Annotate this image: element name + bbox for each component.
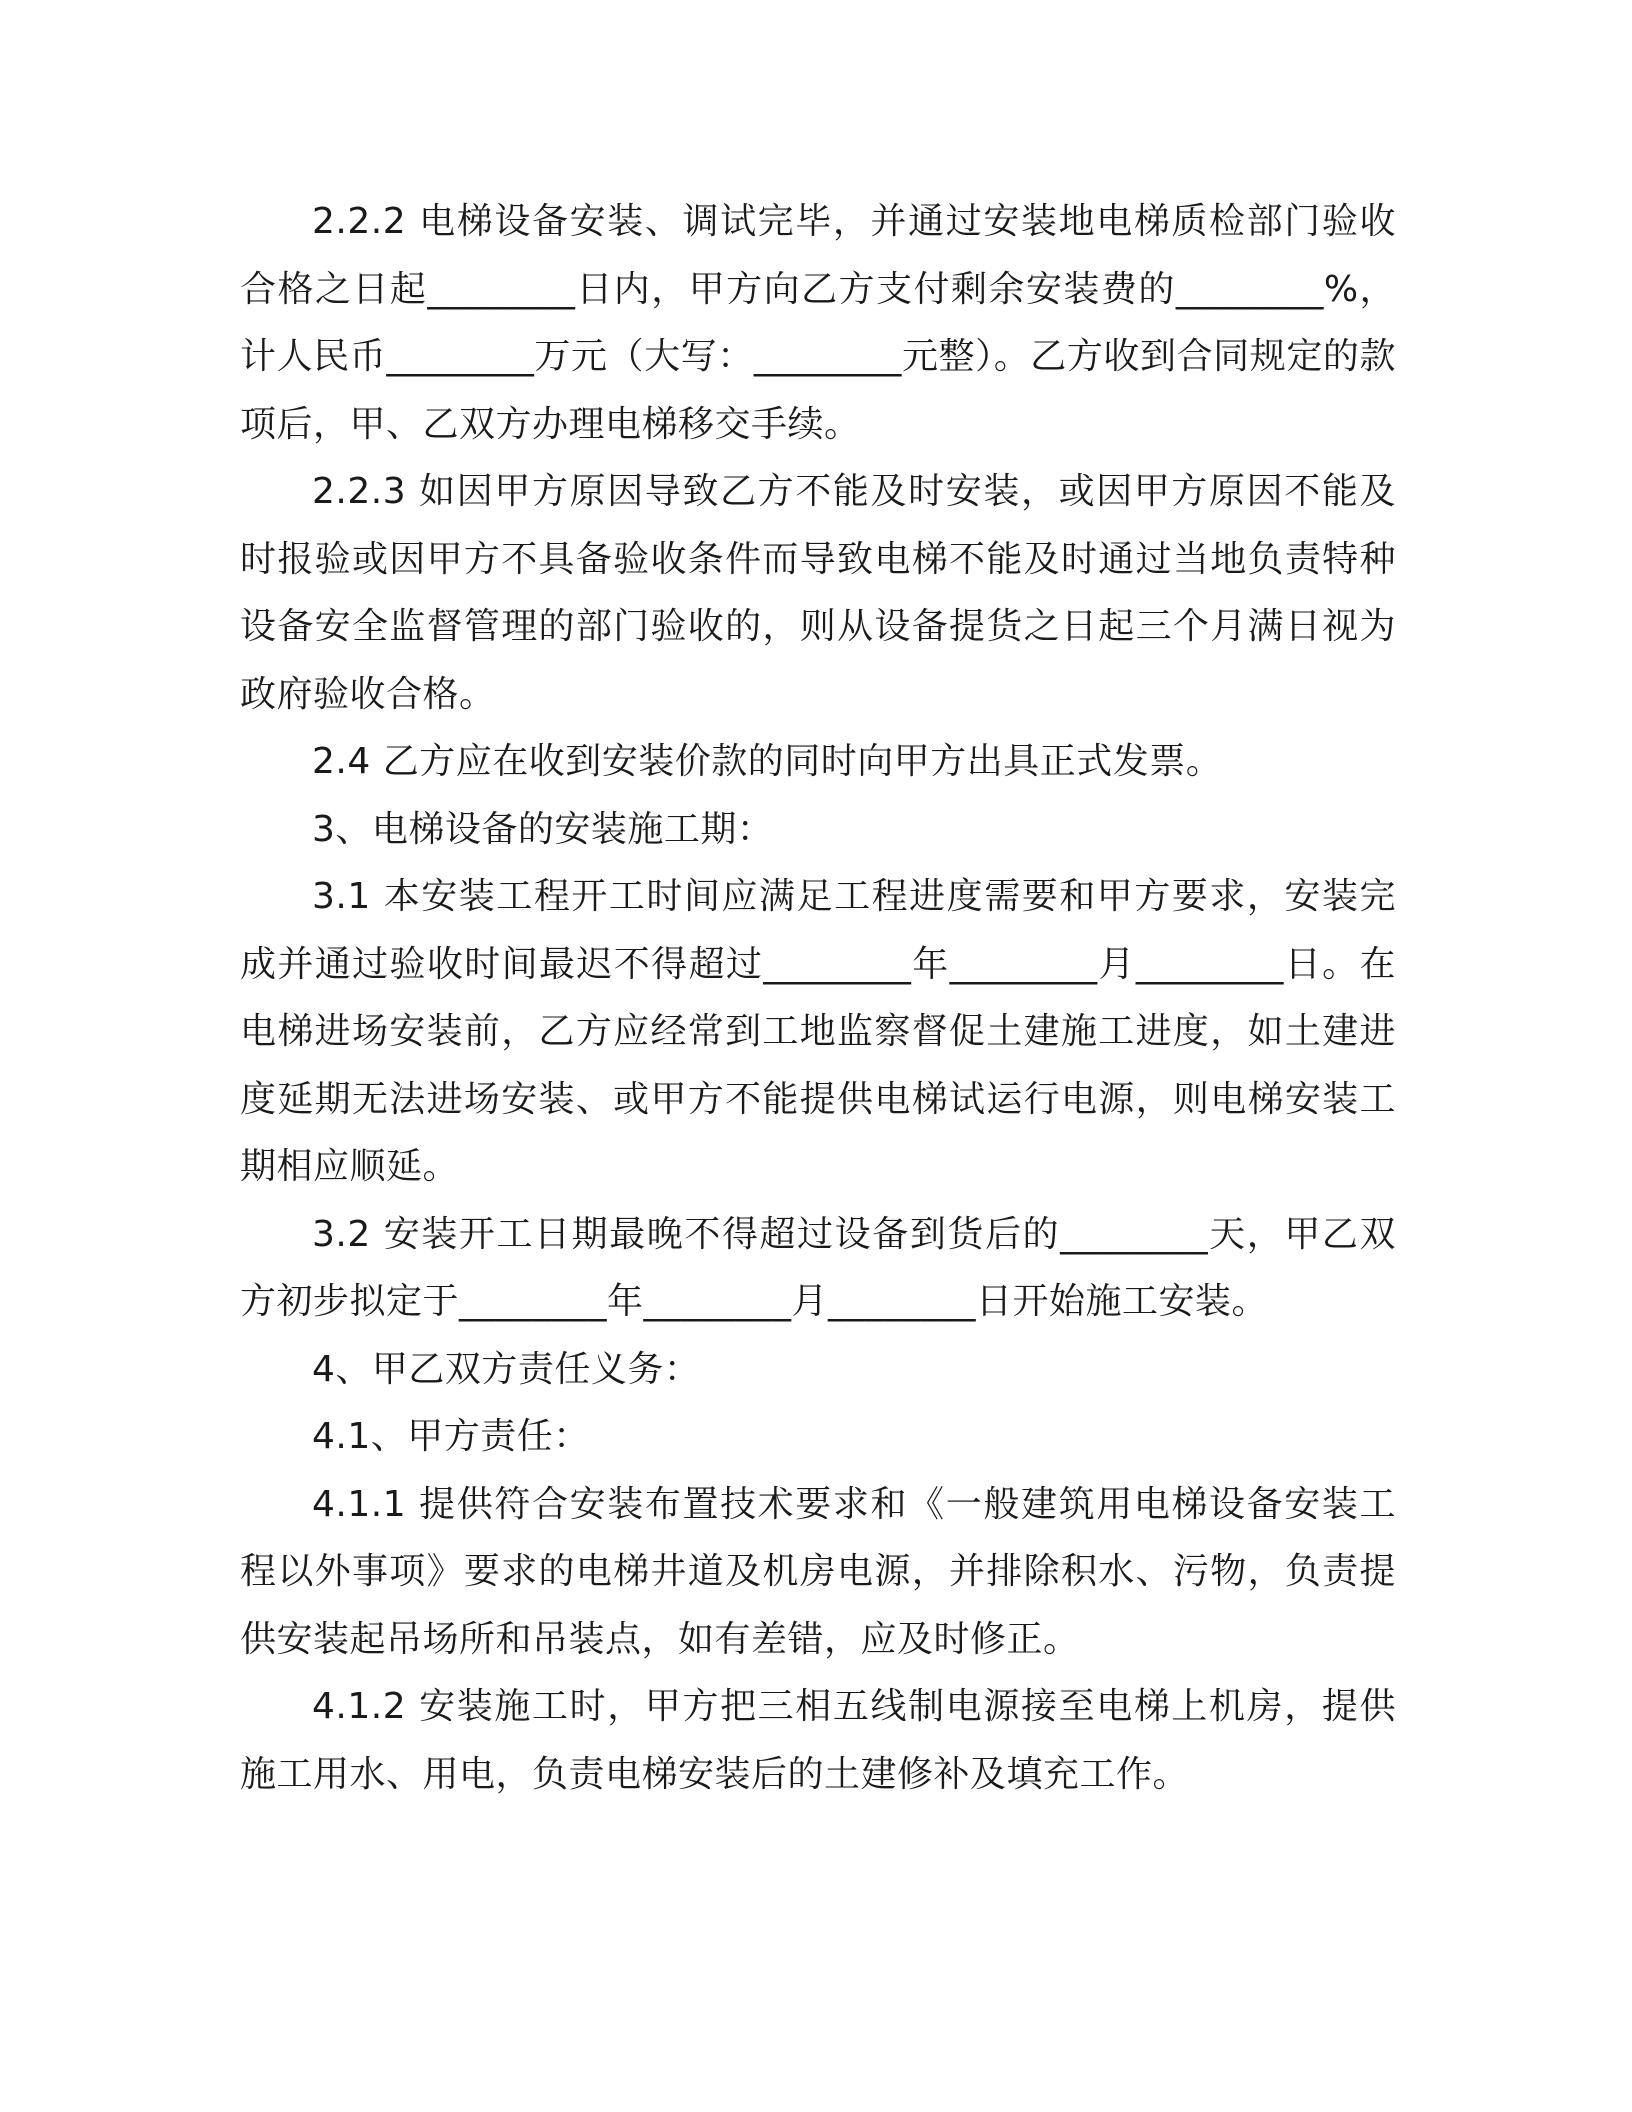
paragraph-3-2: 3.2 安装开工日期最晚不得超过设备到货后的________天，甲乙双方初步拟定于________年________月________日开始施工安装。 — [240, 1213, 1396, 1322]
heading-3-installation-period: 3、电梯设备的安装施工期： — [312, 808, 774, 850]
paragraph-2-2-3: 2.2.3 如因甲方原因导致乙方不能及时安装，或因甲方原因不能及时报验或因甲方不具备验收条件而导致电梯不能及时通过当地负责特种设备安全监督管理的部门验收的，则从设备提货之日起三个月满日视为政府验收合格。 — [240, 471, 1396, 715]
paragraph-4-1-1: 4.1.1 提供符合安装布置技术要求和《一般建筑用电梯设备安装工程以外事项》要求的电梯井道及机房电源，并排除积水、污物，负责提供安装起吊场所和吊装点，如有差错，应及时修正。 — [240, 1483, 1396, 1660]
document-page — [240, 188, 1396, 1808]
paragraph-4-1-2: 4.1.2 安装施工时，甲方把三相五线制电源接至电梯上机房，提供施工用水、用电，负责电梯安装后的土建修补及填充工作。 — [240, 1686, 1396, 1795]
paragraph-3-1: 3.1 本安装工程开工时间应满足工程进度需要和甲方要求，安装完成并通过验收时间最迟不得超过________年________月________日。在电梯进场安装前，乙方应经常到工地监察督促土建施工进度，如土建进度延期无法进场安装、或甲方不能提供电梯试运行电源，则电梯安装工期相应顺延。 — [240, 876, 1396, 1187]
paragraph-2-4: 2.4 乙方应在收到安装价款的同时向甲方出具正式发票。 — [312, 741, 1223, 782]
heading-4-1-party-a: 4.1、甲方责任： — [312, 1416, 590, 1457]
heading-4-responsibilities: 4、甲乙双方责任义务： — [312, 1348, 701, 1390]
paragraph-2-2-2: 2.2.2 电梯设备安装、调试完毕，并通过安装地电梯质检部门验收合格之日起________日内，甲方向乙方支付剩余安装费的________%，计人民币________万元（大写：________元整）。乙方收到合同规定的款项后，甲、乙双方办理电梯移交手续。 — [240, 201, 1396, 445]
